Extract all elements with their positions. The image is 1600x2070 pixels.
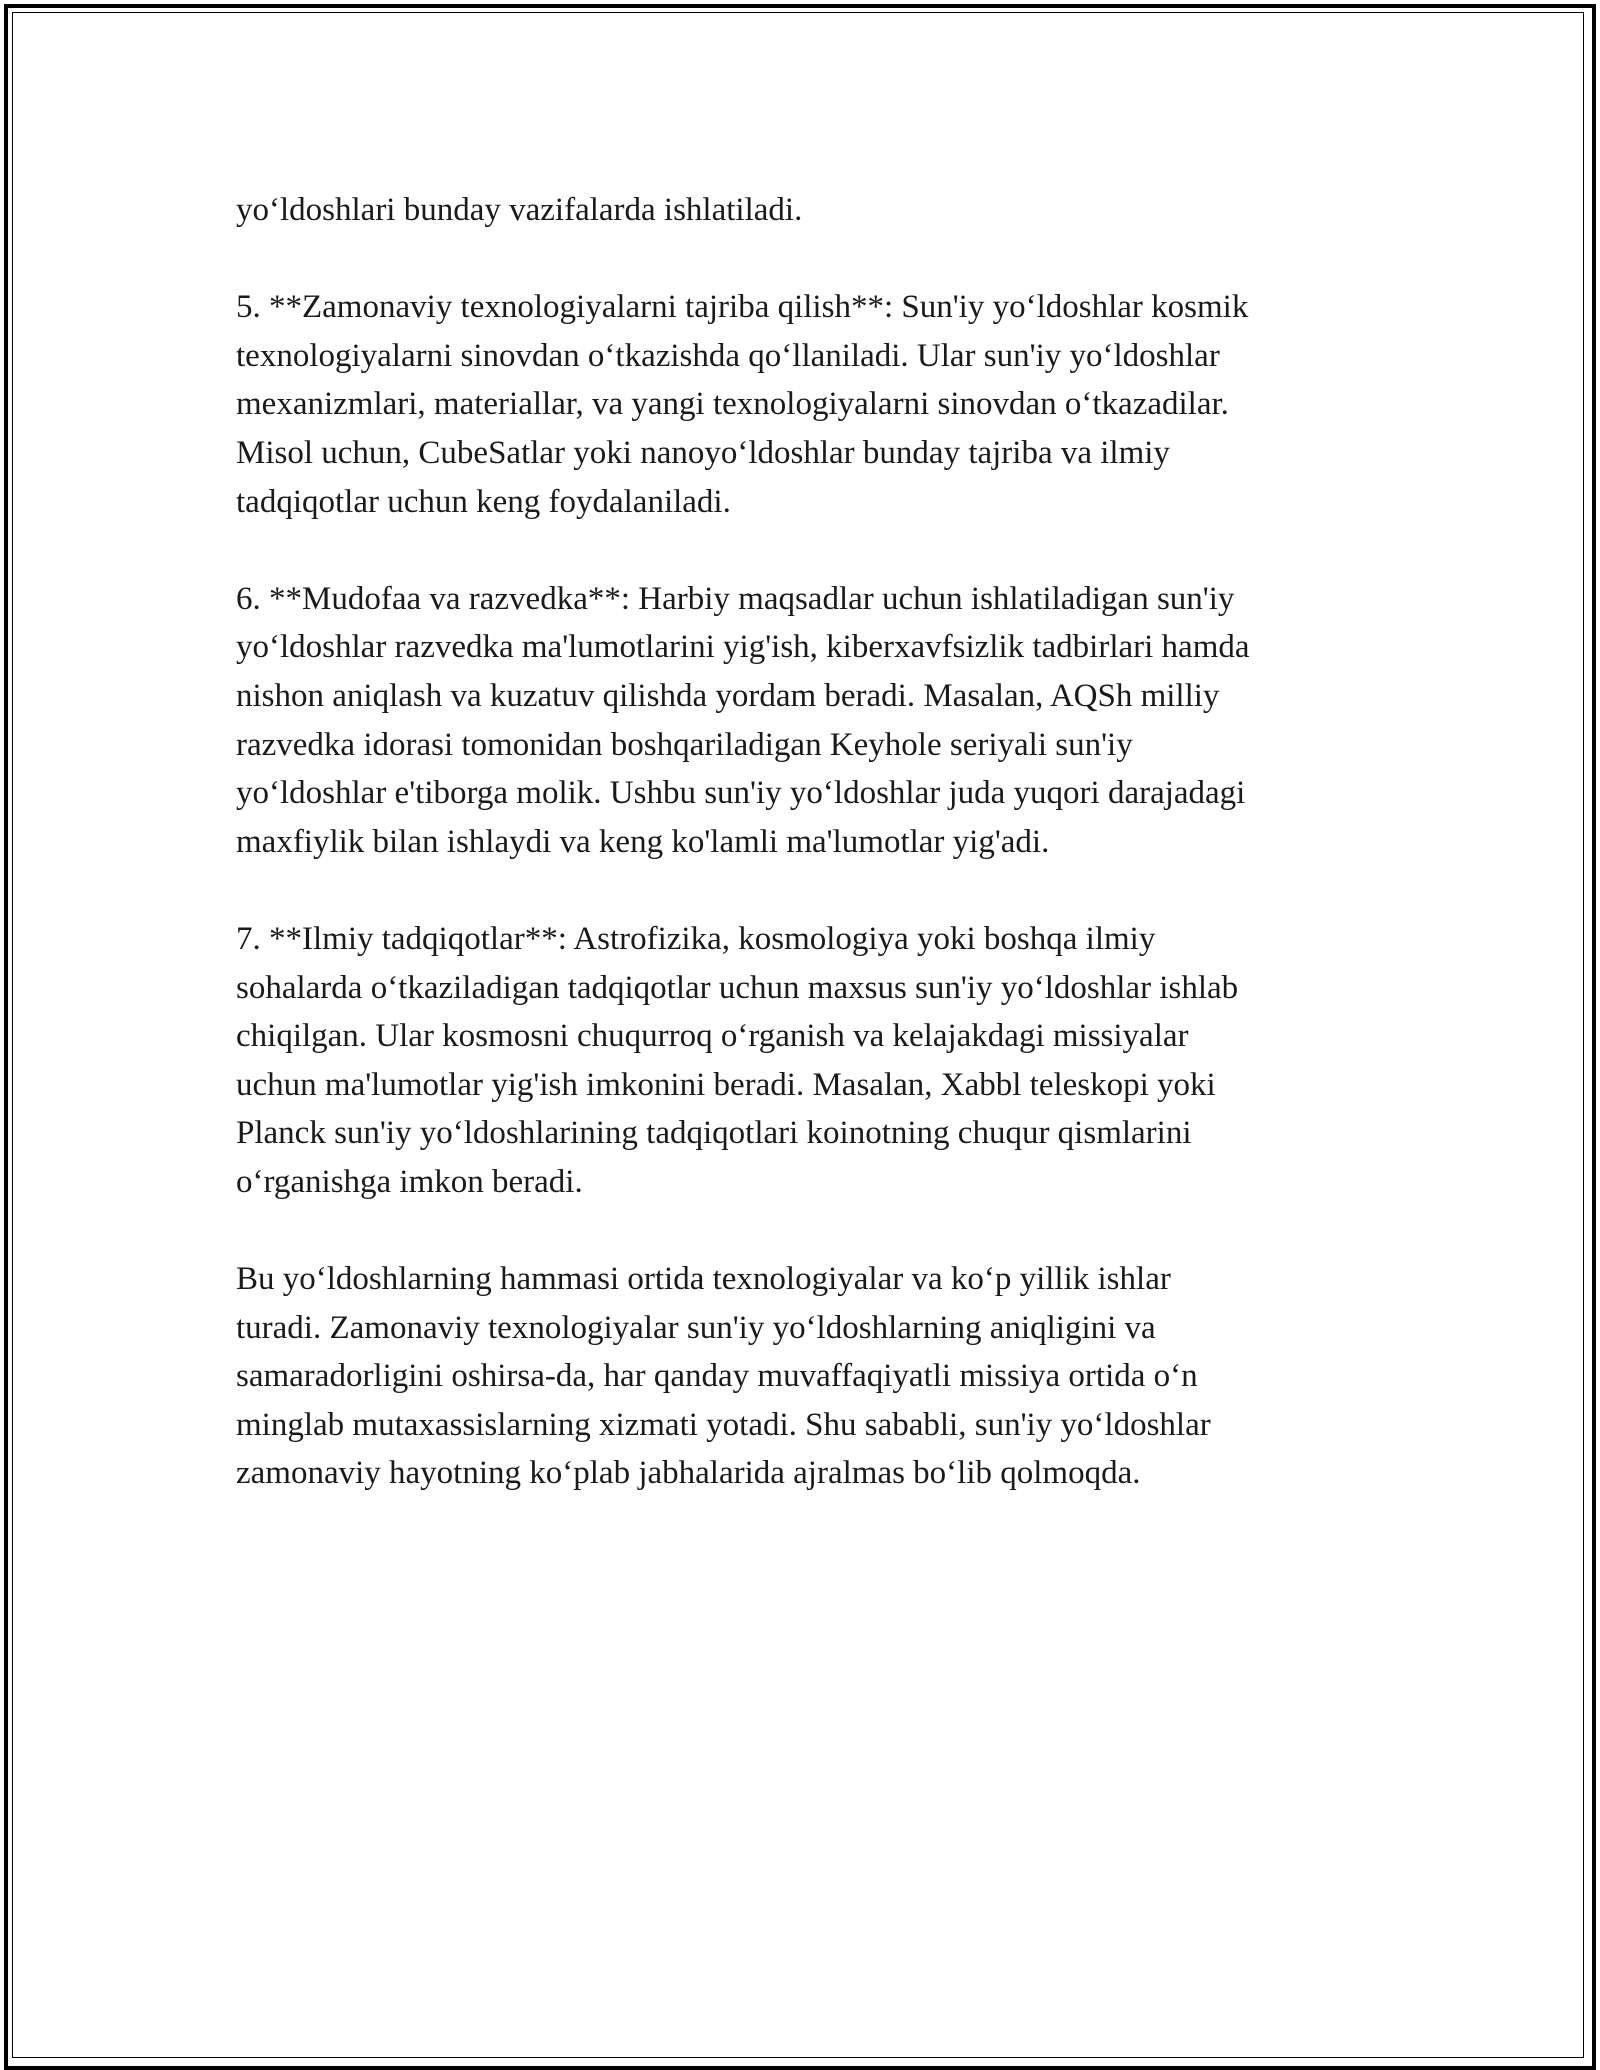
text-line: Planck sun'iy yoʻldoshlarining tadqiqotlari koinotning chuqur qismlarini xyxy=(236,1115,1192,1152)
text-line: 5. **Zamonaviy texnologiyalarni tajriba qilish**: Sun'iy yoʻldoshlar kosmik xyxy=(236,289,1249,326)
paragraph-conclusion xyxy=(236,1255,1386,1498)
text-line: 6. **Mudofaa va razvedka**: Harbiy maqsadlar uchun ishlatiladigan sun'iy xyxy=(236,580,1235,617)
text-line: yoʻldoshlari bunday vazifalarda ishlatiladi. xyxy=(236,192,803,228)
text-line: maxfiylik bilan ishlaydi va keng ko'lamli ma'lumotlar yig'adi. xyxy=(236,823,1050,860)
text-line: yoʻldoshlar e'tiborga molik. Ushbu sun'iy yoʻldoshlar juda yuqori darajadagi xyxy=(236,775,1246,812)
text-line: Misol uchun, CubeSatlar yoki nanoyoʻldoshlar bunday tajriba va ilmiy xyxy=(236,434,1170,471)
paragraph-item-6 xyxy=(236,575,1386,867)
paragraph-item-5 xyxy=(236,283,1386,526)
text-line: uchun ma'lumotlar yig'ish imkonini beradi. Masalan, Xabbl teleskopi yoki xyxy=(236,1066,1216,1103)
text-line: minglab mutaxassislarning xizmati yotadi. Shu sababli, sun'iy yoʻldoshlar xyxy=(236,1406,1211,1443)
document-body xyxy=(236,186,1386,1547)
text-line: mexanizmlari, materiallar, va yangi texnologiyalarni sinovdan oʻtkazadilar. xyxy=(236,386,1229,423)
text-line: turadi. Zamonaviy texnologiyalar sun'iy yoʻldoshlarning aniqligini va xyxy=(236,1309,1156,1346)
paragraph-item-7 xyxy=(236,915,1386,1207)
text-line: razvedka idorasi tomonidan boshqariladigan Keyhole seriyali sun'iy xyxy=(236,726,1133,763)
text-line: nishon aniqlash va kuzatuv qilishda yordam beradi. Masalan, AQSh milliy xyxy=(236,677,1220,714)
text-line: chiqilgan. Ular kosmosni chuqurroq oʻrganish va kelajakdagi missiyalar xyxy=(236,1018,1189,1055)
text-line: tadqiqotlar uchun keng foydalaniladi. xyxy=(236,483,731,520)
text-line: Bu yoʻldoshlarning hammasi ortida texnologiyalar va koʻp yillik ishlar xyxy=(236,1261,1171,1298)
text-line: samaradorligini oshirsa-da, har qanday muvaffaqiyatli missiya ortida oʻn xyxy=(236,1358,1198,1395)
text-line: zamonaviy hayotning koʻplab jabhalarida ajralmas boʻlib qolmoqda. xyxy=(236,1455,1141,1492)
text-line: oʻrganishga imkon beradi. xyxy=(236,1163,583,1200)
text-line: 7. **Ilmiy tadqiqotlar**: Astrofizika, kosmologiya yoki boshqa ilmiy xyxy=(236,920,1156,957)
paragraph-intro-continuation xyxy=(236,186,1386,235)
text-line: texnologiyalarni sinovdan oʻtkazishda qoʻllaniladi. Ular sun'iy yoʻldoshlar xyxy=(236,337,1220,374)
text-line: sohalarda oʻtkaziladigan tadqiqotlar uchun maxsus sun'iy yoʻldoshlar ishlab xyxy=(236,969,1239,1006)
text-line: yoʻldoshlar razvedka ma'lumotlarini yig'ish, kiberxavfsizlik tadbirlari hamda xyxy=(236,629,1250,666)
